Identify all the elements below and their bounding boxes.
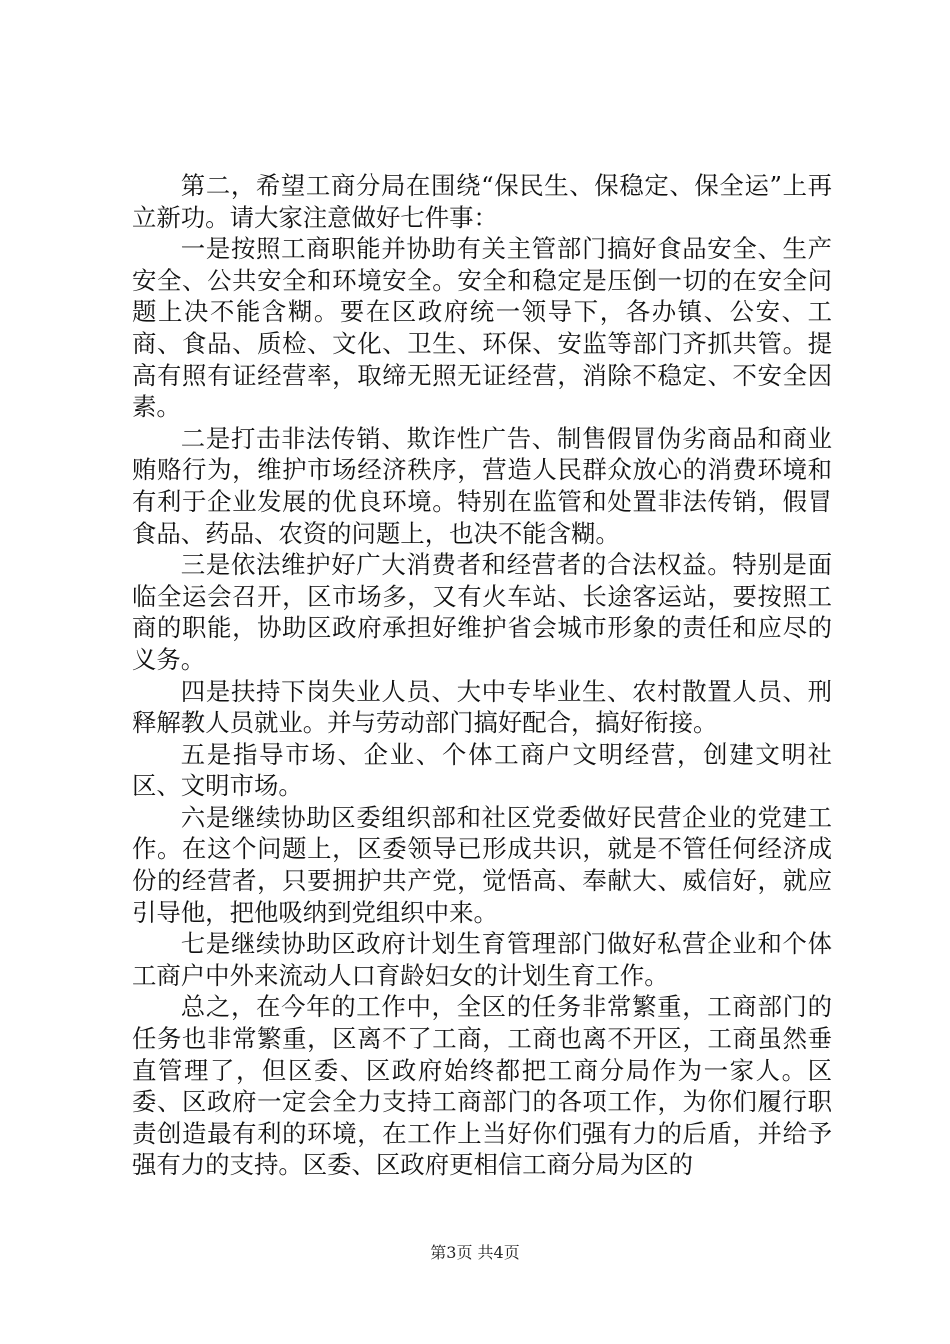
paragraph-item-4: 四是扶持下岗失业人员、大中专毕业生、农村散置人员、刑释解教人员就业。并与劳动部门搞好配合，搞好衔接。	[132, 676, 832, 738]
page-number-label: 第3页 共4页	[430, 1243, 520, 1262]
page-footer	[0, 1243, 950, 1263]
paragraph-item-3: 三是依法维护好广大消费者和经营者的合法权益。特别是面临全运会召开，区市场多，又有火车站、长途客运站，要按照工商的职能，协助区政府承担好维护省会城市形象的责任和应尽的义务。	[132, 550, 832, 674]
paragraph-intro: 第二，希望工商分局在围绕“保民生、保稳定、保全运”上再立新功。请大家注意做好七件事：	[132, 171, 832, 232]
paragraph-item-6: 六是继续协助区委组织部和社区党委做好民营企业的党建工作。在这个问题上，区委领导已形成共识，就是不管任何经济成份的经营者，只要拥护共产党，觉悟高、奉献大、威信好，就应引导他，把他吸纳到党组织中来。	[132, 802, 832, 927]
document-body	[132, 170, 832, 1181]
paragraph-item-2: 二是打击非法传销、欺诈性广告、制售假冒伪劣商品和商业贿赂行为，维护市场经济秩序，营造人民群众放心的消费环境和有利于企业发展的优良环境。特别在监管和处置非法传销，假冒食品、药品、农资的问题上，也决不能含糊。	[132, 423, 832, 548]
paragraph-item-1: 一是按照工商职能并协助有关主管部门搞好食品安全、生产安全、公共安全和环境安全。安全和稳定是压倒一切的在安全问题上决不能含糊。要在区政府统一领导下，各办镇、公安、工商、食品、质检、文化、卫生、环保、安监等部门齐抓共管。提高有照有证经营率，取缔无照无证经营，消除不稳定、不安全因素。	[132, 234, 832, 422]
paragraph-item-5: 五是指导市场、企业、个体工商户文明经营，创建文明社区、文明市场。	[132, 739, 832, 801]
paragraph-summary: 总之，在今年的工作中，全区的任务非常繁重，工商部门的任务也非常繁重，区离不了工商，工商也离不开区，工商虽然垂直管理了，但区委、区政府始终都把工商分局作为一家人。区委、区政府一定会全力支持工商部门的各项工作，为你们履行职责创造最有利的环境，在工作上当好你们强有力的后盾，并给予强有力的支持。区委、区政府更相信工商分局为区的	[132, 992, 832, 1180]
paragraph-item-7: 七是继续协助区政府计划生育管理部门做好私营企业和个体工商户中外来流动人口育龄妇女的计划生育工作。	[132, 929, 832, 990]
